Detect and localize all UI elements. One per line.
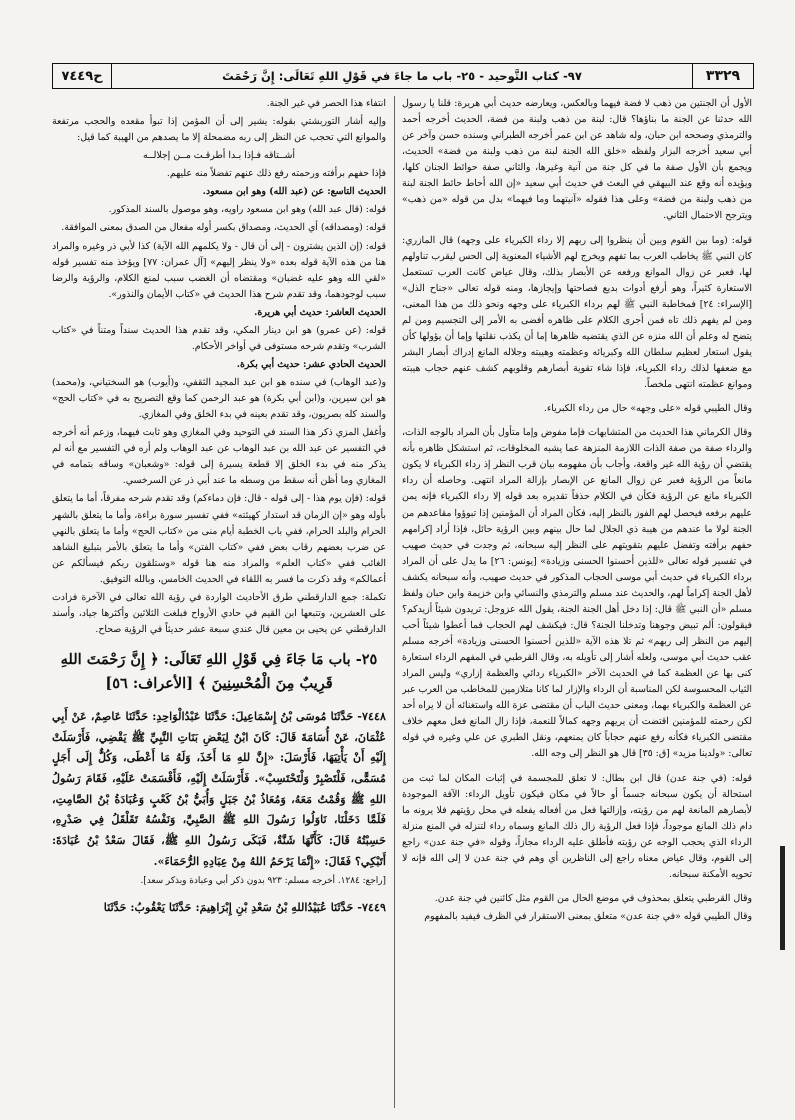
section-heading: الحديث التاسع: عن (عبد الله) وهو ابن مسعود. (202, 186, 386, 198)
section-heading: الحديث الحادي عشر: حديث أبي بكرة. (236, 358, 386, 370)
paragraph: تكملة: جمع الدارقطني طرق الأحاديث الواردة في رؤية الله تعالى في الآخرة فزادت على العشرين، وتتبعها ابن القيم في حادي الأرواح فبلغت الثلاثين وأكثرها جياد، وأسند الدارقطني عن يحيى بن معين قال عندي سبعة عشر حديثاً في الرؤية صحاح. (52, 591, 386, 635)
paragraph: فإذا حفهم برأفته ورحمته رفع ذلك عنهم تفضلاً منه عليهم. (166, 168, 386, 180)
page-number: ٣٣٢٩ (692, 64, 753, 88)
chapter-heading: ٢٥- باب مَا جَاءَ فِي قَوْلِ اللهِ تَعَالَى: ﴿ إِنَّ رَحْمَتَ اللهِ قَرِيبٌ مِنَ الْمُحْسِنِينَ ﴾ [الأعراف: ٥٦] (60, 651, 378, 692)
hadith-reference: ح٧٤٤٩ (53, 64, 112, 88)
section-heading: الحديث العاشر: حديث أبي هريرة. (254, 306, 386, 318)
left-column (52, 96, 386, 1108)
margin-mark (780, 846, 785, 950)
paragraph: قوله: (إن الذين يشترون - إلى أن قال - ولا يكلمهم الله الآية) كذا لأبي ذر وغيره والمراد هنا من هذه الآية قوله بعده «ولا ينظر إليهم» [آل عمران: ٧٧] ويؤخذ منه تفسير قوله «لقي الله وهو عليه غضبان» ومقتضاه أن الغضب سبب لمنع الكلام، والرؤية والرضا سبب لوجودهما، وقد تقدم شرح هذا الحديث في «كتاب الأيمان والنذور». (52, 240, 386, 300)
poetry-verse: أشــتاقه فـإذا بـدا أطرقـت مــن إجلالــه (143, 150, 295, 162)
paragraph: وقال الكرماني هذا الحديث من المتشابهات فإما مفوض وإما متأول بأن المراد بالوجه الذات، والرداء صفة من صفة الذات اللازمة المنزهة عما يشبه المخلوقات، ثم استشكل ظاهره بأنه يقتضي أن رؤية الله غير واقعة، وأجاب بأن مفهومه بيان قرب النظر إذ رداء الكبرياء لا يكون مانعاً من الرؤية فعبر عن زوال المانع عن الإبصار بإزالة المراد انتهى. وحاصله أن رداء الكبرياء مانع عن الرؤية فكأن في الكلام حذفاً تقديره بعد قوله إلا رداء الكبرياء فإنه يمن عليهم برفعه فيحصل لهم الفوز بالنظر إليه، فكأن المراد أن المؤمنين إذا تبوؤوا مقاعدهم من الجنة لولا ما عندهم من هيبة ذي الجلال لما حال بينهم وبين الرؤية حائل، فإذا أراد إكرامهم حفهم برأفته وتفضل عليهم بتقويتهم على النظر إليه سبحانه، ثم وجدت في حديث صهيب في تفسير قوله تعالى «للذين أحسنوا الحسنى وزيادة» [يونس: ٢٦] ما يدل على أن المراد برداء الكبرياء في حديث أبي موسى الحجاب المذكور في حديث صهيب، وأنه سبحانه يكشف لأهل الجنة إكراماً لهم، والحديث عند مسلم والترمذي والنسائي وابن خزيمة وابن حبان ولفظ مسلم «أن النبي ﷺ قال: إذا دخل أهل الجنة الجنة، يقول الله عزوجل: تريدون شيئاً أزيدكم؟ فيقولون: ألم تبيض وجوهنا وتدخلنا الجنة؟ قال: فيكشف لهم الحجاب فما أعطوا شيئاً أحب إليهم من النظر إلى ربهم» ثم تلا هذه الآية «للذين أحسنوا الحسنى وزيادة» أخرجه مسلم عقب حديث أبي موسى، ولعله أشار إلى تأويله به، وقال القرطبي في المفهم الرداء استعارة كنى بها عن العظمة كما في الحديث الآخر «الكبرياء ردائي والعظمة إزاري» وليس المراد الثياب المحسوسة لكن المناسبة أن الرداء والإزار لما كانا متلازمين للمخاطب من العرب عبر عن العظمة والكبرياء بهما، ومعنى حديث الباب أن مقتضى عزة الله واستغنائه أن لا يراه أحد لكن رحمته للمؤمنين اقتضت أن يريهم وجهه كمالاً للنعمة، فإذا زال المانع فعل معهم خلاف مقتضى الكبرياء فكأنه رفع عنهم حجاباً كان يمنعهم، ونقل الطبري عن علي وغيره في قوله تعالى: «ولدينا مزيد» [ق: ٣٥] قال هو النظر إلى وجه الله. (402, 427, 752, 760)
paragraph: انتفاء هذا الحصر في غير الجنة. (266, 98, 386, 109)
paragraph: وقال الطيبي قوله «على وجهه» حال من رداء الكبرياء. (543, 403, 752, 415)
paragraph: وإليه أشار التوربشتي بقوله: يشير إلى أن المؤمن إذا تبوأ مقعده والحجب مرتفعة والموانع التي تحجب عن النظر إلى ربه مضمحلة إلا ما يصدهم من الهيبة كما قيل: (52, 116, 386, 144)
paragraph: قوله: (وما بين القوم وبين أن ينظروا إلى ربهم إلا رداء الكبرياء على وجهه) قال المازري: كان النبي ﷺ يخاطب العرب بما تفهم ويخرج لهم الأشياء المعنوية إلى الحس ليقرب تناولهم لها، فعبر عن زوال الموانع ورفعه عن الأبصار بذلك، وقال عياض كانت العرب تستعمل الاستعارة كثيراً، وهو أرفع أدوات بديع فصاحتها وإيجازها، ومنه قوله تعالى «جناح الذل» [الإسراء: ٢٤] فمخاطبة النبي ﷺ لهم برداء الكبرياء على وجهه ونحو ذلك من هذا المعنى، ومن لم يفهم ذلك تاه فمن أجرى الكلام على ظاهره أفضى به الأمر إلى التجسيم ومن لم يتضح له وعلم أن الله منزه عن الذي يقتضيه ظاهرها إما أن يكذب نقلتها وإما أن يؤولها كأن يقول استعار لعظيم سلطان الله وكبريائه وعظمته وهيبته وجلاله المانع إدراك أبصار البشر مع ضعفها لذلك رداء الكبرياء، فإذا شاء تقوية أبصارهم وقلوبهم كشف عنهم حجاب هيبته وموانع عظمته انتهى ملخصاً. (402, 234, 752, 391)
paragraph: وقال القرطبي يتعلق بمحذوف في موضع الحال من القوم مثل كائنين في جنة عدن. (434, 892, 752, 904)
paragraph: وأغفل المزي ذكر هذا السند في التوحيد وفي المغازي وهو ثابت فيهما، وزعم أنه أخرجه في التفسير عن عبد الله بن عبد الوهاب عن عبد الوهاب ولم أره في التفسير مع أنه لم يذكر منه في بدء الخلق إلا قطعة يسيرة إلى قوله: «وشعبان» وساقه بتمامه في المغازي وما أظن أنه سقط من وسطه ما عند أبي ذر عن السرخسي. (52, 427, 386, 487)
right-column (402, 96, 752, 1108)
paragraph: قوله: (ومصداقه) أي الحديث، ومصداق بكسر أوله مفعال من الصدق بمعنى الموافقة. (61, 222, 386, 234)
paragraph: وقال الطيبي قوله «في جنة عدن» متعلق بمعنى الاستقرار في الظرف فيفيد بالمفهوم (424, 911, 752, 922)
hadith-7449: ٧٤٤٩- حَدَّثَنَا عُبَيْدُاللهِ بْنُ سَعْدِ بْنِ إِبْرَاهِيمَ: حَدَّثَنَا يَعْقُوبُ: حَدَّثَنَا (103, 899, 386, 914)
paragraph: قوله: (في جنة عدن) قال ابن بطال: لا تعلق للمجسمة في إثبات المكان لما ثبت من استحالة أن يكون سبحانه جسماً أو حالاً في مكان فيكون تأويل الرداء: الآفة الموجودة لأبصارهم المانعة لهم من رؤيته، وإزالتها فعل من أفعاله يفعله في محل رؤيتهم فلا يرونه ما دام ذلك المانع موجوداً، فإذا فعل الرؤية زال ذلك المانع وسماه رداء لتنزله في المنع منزلة الرداء الذي يحجب الوجه عن رؤيته فأطلق عليه الرداء مجازاً، وقوله «في جنة عدن» راجع إلى القوم، وقال عياض معناه راجع إلى الناظرين أي وهم في جنة عدن لا إلى الله فإنه لا تحويه الأمكنة سبحانه. (402, 772, 752, 880)
running-title: ٩٧- كتاب التَّوحيد - ٢٥- باب ما جاءَ في قَوْلِ اللهِ تَعَالَى: إِنَّ رَحْمَتَ (222, 69, 582, 83)
paragraph: و(عبد الوهاب) في سنده هو ابن عبد المجيد الثقفي، و(أيوب) هو السختياني، و(محمد) هو ابن سيرين، و(ابن أبي بكرة) هو عبد الرحمن كما وقع التصريح به في «كتاب الحج» والسند كله بصريون، وقد تقدم بعينه في بدء الخلق وفي المغازي. (52, 377, 386, 421)
column-divider (394, 96, 395, 1108)
hadith-7448-reference: [راجع: ١٢٨٤. أخرجه مسلم: ٩٢٣ بدون ذكر أبي وعبادة وبذكر سعد]. (140, 875, 386, 886)
paragraph: الأول أن الجنتين من ذهب لا فضة فيهما وبالعكس، ويعارضه حديث أبي هريرة: قلنا يا رسول الله حدثنا عن الجنة ما بناؤها؟ قال: لبنة من ذهب ولبنة من فضة، الحديث أخرجه أحمد والترمذي وصححه ابن حبان، وله شاهد عن ابن عمر أخرجه الطبراني وسنده حسن وآخر عن أبي سعيد أخرجه البزار ولفظه «خلق الله الجنة لبنة من ذهب ولبنة من فضة» الحديث، ويجمع بأن الأول صفة ما في كل جنة من آنية وغيرها، والثاني صفة حوائط الجنان كلها، ويؤيده أنه وقع عند البيهقي في البعث في حديث أبي سعيد «إن الله أحاط حائط الجنة لبنة من ذهب ولبنة من فضة» وعلى هذا فقوله «آنيتهما وما فيهما» بدل من قوله «من ذهب» ويترجح الاحتمال الثاني. (402, 98, 752, 222)
paragraph: قوله: (عن عمرو) هو ابن دينار المكي، وقد تقدم هذا الحديث سنداً ومتناً في «كتاب الشرب» وتقدم شرحه مستوفى في أواخر الأحكام. (52, 324, 386, 352)
paragraph: قوله: (قال عبد الله) وهو ابن مسعود راويه، وهو موصول بالسند المذكور. (108, 204, 386, 216)
page-header (52, 63, 754, 89)
paragraph: قوله: (فإن يوم هذا - إلى قوله - قال: فإن دماءكم) وقد تقدم شرحه مفرقاً، أما ما يتعلق بأوله وهو «إن الزمان قد استدار كهيئته» ففي تفسير سورة براءة، وأما ما يتعلق بالشهر الحرام والبلد الحرام، ففي باب الخطبة أيام منى من «كتاب الحج» وأما ما يتعلق بالنهي عن ضرب بعضهم رقاب بعض ففي «كتاب الفتن» وأما ما يتعلق بالأمر بتبليغ الشاهد الغائب ففي «كتاب العلم» والمراد منه هنا قوله «وستلقون ربكم فيسألكم عن أعمالكم» وقد ذكرت ما فسر به اللقاء في الحديث الخامس، وبالله التوفيق. (52, 493, 386, 585)
hadith-7448: ٧٤٤٨- حَدَّثَنَا مُوسَى بْنُ إِسْمَاعِيلَ: حَدَّثَنَا عَبْدُالْوَاحِدِ: حَدَّثَنَا عَاصِمٌ، عَنْ أَبِي عُثْمَانَ، عَنْ أُسَامَةَ قَالَ: كَانَ ابْنٌ لِبَعْضِ بَنَاتِ النَّبِيِّ ﷺ يَقْضِي، فَأَرْسَلَتْ إِلَيْهِ أَنْ يَأْتِيَهَا، فَأَرْسَلَ: «إِنَّ للهِ مَا أَخَذَ، وَلَهُ مَا أَعْطَى، وَكُلٌّ إِلَى أَجَلٍ مُسَمًّى، فَلْتَصْبِرْ وَلْتَحْتَسِبْ». فَأَرْسَلَتْ إِلَيْهِ، فَأَقْسَمَتْ عَلَيْهِ، فَقَامَ رَسُولُ اللهِ ﷺ وَقُمْتُ مَعَهُ، وَمُعَاذُ بْنُ جَبَلٍ وَأُبَيُّ بْنُ كَعْبٍ وَعُبَادَةُ بْنُ الصَّامِتِ، فَلَمَّا دَخَلْنَا، نَاوَلُوا رَسُولَ اللهِ ﷺ الصَّبِيَّ، وَنَفْسُهُ تَقَلْقَلُ فِي صَدْرِهِ، حَسِبْتُهُ قَالَ: كَأَنَّهَا شَنَّةٌ، فَبَكَى رَسُولُ اللهِ ﷺ، فَقَالَ سَعْدُ بْنُ عُبَادَةَ: أَتَبْكِي؟ فَقَالَ: «إِنَّمَا يَرْحَمُ اللهُ مِنْ عِبَادِهِ الرُّحَمَاءَ». (52, 708, 386, 868)
